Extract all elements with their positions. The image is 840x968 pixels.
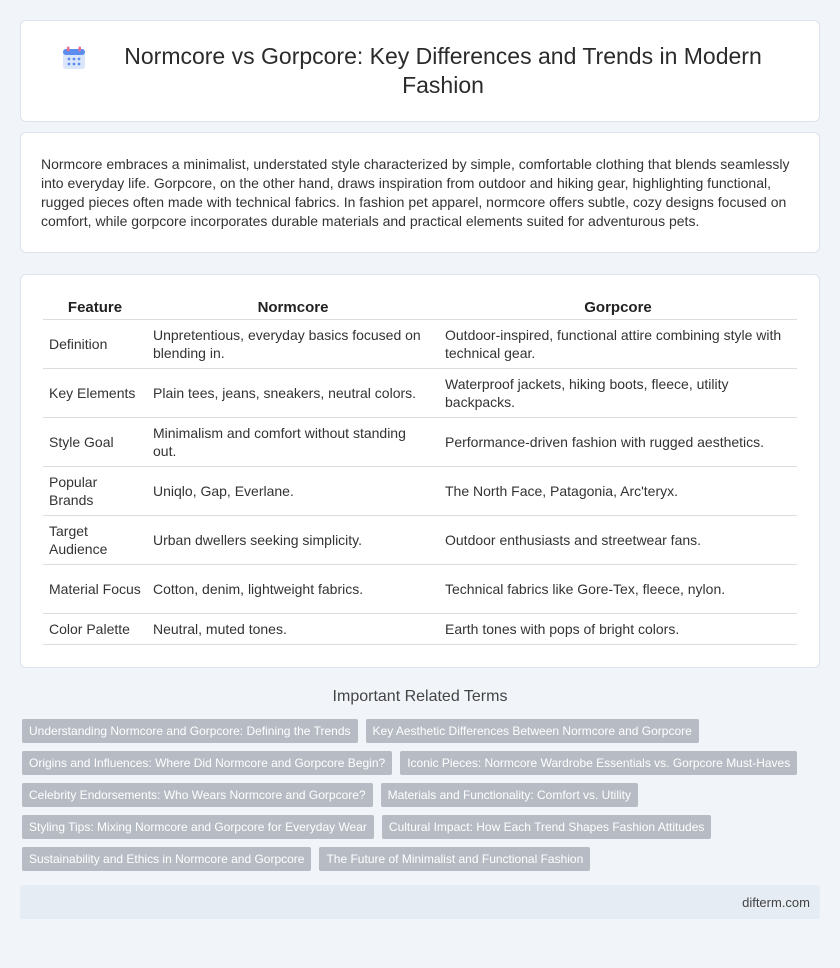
related-terms-section [20,688,820,871]
row-feature: Style Goal [43,418,147,467]
row-normcore: Minimalism and comfort without standing out. [147,418,439,467]
related-term-tag[interactable]: Materials and Functionality: Comfort vs. Utility [381,783,638,807]
table-row [43,516,797,565]
row-gorpcore: Performance-driven fashion with rugged aesthetics. [439,418,797,467]
intro-section [20,132,820,253]
table-row [43,320,797,369]
row-normcore: Urban dwellers seeking simplicity. [147,516,439,565]
row-gorpcore: Technical fabrics like Gore-Tex, fleece, nylon. [439,565,797,614]
related-term-tag[interactable]: Sustainability and Ethics in Normcore and Gorpcore [22,847,311,871]
related-term-tag[interactable]: The Future of Minimalist and Functional Fashion [319,847,590,871]
row-gorpcore: Earth tones with pops of bright colors. [439,614,797,645]
related-term-tag[interactable]: Understanding Normcore and Gorpcore: Defining the Trends [22,719,358,743]
calendar-icon [61,45,87,71]
table-row [43,467,797,516]
related-term-tag[interactable]: Iconic Pieces: Normcore Wardrobe Essentials vs. Gorpcore Must-Haves [400,751,797,775]
page-header [20,20,820,122]
row-normcore: Uniqlo, Gap, Everlane. [147,467,439,516]
related-term-tag[interactable]: Key Aesthetic Differences Between Normcore and Gorpcore [366,719,699,743]
intro-text: Normcore embraces a minimalist, understated style characterized by simple, comfortable clothing that blends seamlessly into everyday life. Gorpcore, on the other hand, draws inspiration from outdoor and hiking gear, highlighting functional, rugged pieces often made with technical fabrics. In fashion pet apparel, normcore offers subtle, cozy designs focused on comfort, while gorpcore incorporates durable materials and practical elements suited for adventurous pets. [41,156,790,229]
table-row [43,614,797,645]
footer-site-name[interactable]: difterm.com [742,894,810,910]
row-normcore: Plain tees, jeans, sneakers, neutral colors. [147,369,439,418]
row-normcore: Neutral, muted tones. [147,614,439,645]
table-row [43,565,797,614]
row-feature: Popular Brands [43,467,147,516]
page-title: Normcore vs Gorpcore: Key Differences and Trends in Modern Fashion [124,43,762,98]
row-normcore: Unpretentious, everyday basics focused on blending in. [147,320,439,369]
header-gorpcore: Gorpcore [439,297,797,320]
row-feature: Color Palette [43,614,147,645]
table-header-row [43,297,797,320]
header-feature: Feature [43,297,147,320]
related-term-tag[interactable]: Cultural Impact: How Each Trend Shapes Fashion Attitudes [382,815,712,839]
header-normcore: Normcore [147,297,439,320]
row-feature: Material Focus [43,565,147,614]
table-row [43,418,797,467]
table-row [43,369,797,418]
related-terms-title: Important Related Terms [332,688,508,705]
comparison-table [43,297,797,645]
row-gorpcore: Waterproof jackets, hiking boots, fleece, utility backpacks. [439,369,797,418]
related-terms-list [20,719,820,871]
row-feature: Target Audience [43,516,147,565]
row-feature: Definition [43,320,147,369]
row-gorpcore: Outdoor-inspired, functional attire combining style with technical gear. [439,320,797,369]
related-term-tag[interactable]: Styling Tips: Mixing Normcore and Gorpcore for Everyday Wear [22,815,374,839]
related-term-tag[interactable]: Celebrity Endorsements: Who Wears Normcore and Gorpcore? [22,783,373,807]
row-gorpcore: The North Face, Patagonia, Arc'teryx. [439,467,797,516]
row-feature: Key Elements [43,369,147,418]
row-gorpcore: Outdoor enthusiasts and streetwear fans. [439,516,797,565]
comparison-table-card [20,274,820,668]
related-term-tag[interactable]: Origins and Influences: Where Did Normcore and Gorpcore Begin? [22,751,392,775]
row-normcore: Cotton, denim, lightweight fabrics. [147,565,439,614]
page-footer [20,885,820,919]
